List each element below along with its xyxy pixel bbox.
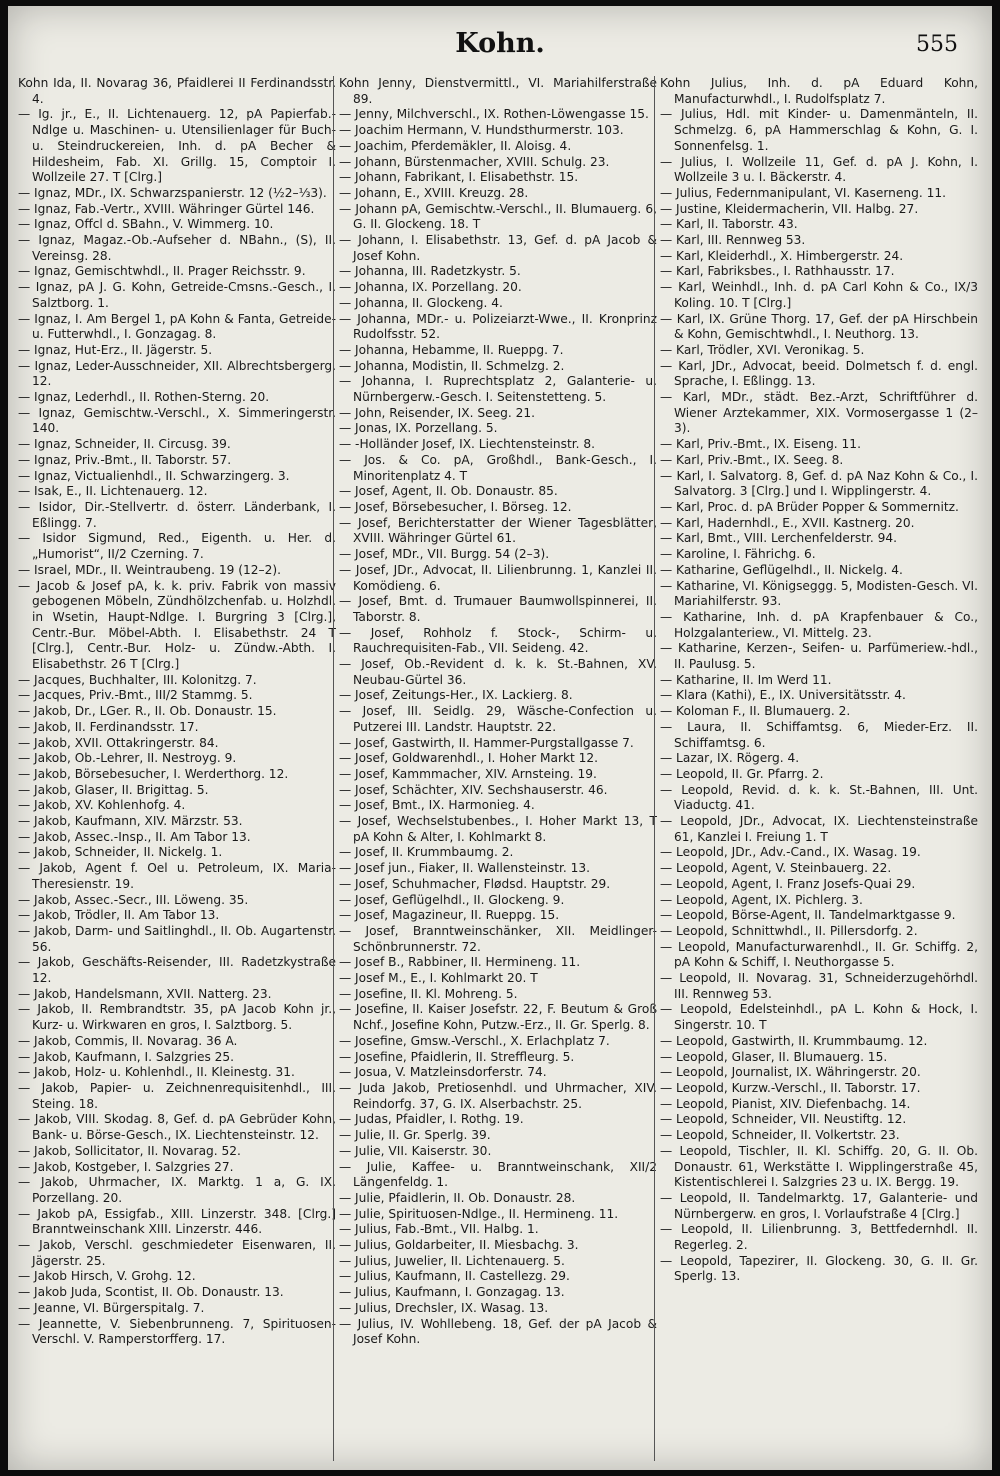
directory-entry: — Lazar, IX. Rögerg. 4. [660,751,800,766]
directory-entry: — Josef, Goldwarenhdl., I. Hoher Markt 12. [339,751,599,766]
directory-entry: — Josef M., E., I. Kohlmarkt 20. T [339,971,538,986]
directory-entry: — Julie, VII. Kaiserstr. 30. [339,1143,492,1158]
directory-entry: — Josua, V. Matzleinsdorferstr. 74. [339,1065,547,1080]
directory-entry: — Jakob, Börsebesucher, I. Werderthorg. 12. [18,766,289,781]
directory-entry: — Karl, Priv.-Bmt., IX. Seeg. 8. [660,452,844,467]
directory-entry: — Johanna, IX. Porzellang. 20. [339,280,522,295]
directory-entry: — Josef, Wechselstubenbes., I. Hoher Markt 13, T pA Kohn & Alter, I. Kohlmarkt 8. [339,814,657,844]
directory-entry: — Julius, Drechsler, IX. Wasag. 13. [339,1300,549,1315]
directory-entry: — Jakob, Kaufmann, XIV. Märzstr. 53. [18,814,243,829]
directory-entry: — Jakob, Uhrmacher, IX. Marktg. 1 a, G. IX. Porzellang. 20. [18,1175,336,1205]
directory-entry: — Leopold, Manufacturwarenhdl., II. Gr. Schiffg. 2, pA Kohn & Schiff, I. Neuthorgasse 5. [660,939,978,970]
directory-entry: — Laura, II. Schiffamtsg. 6, Mieder-Erz. II. Schiffamtsg. 6. [660,719,978,750]
directory-entry: — Jenny, Milchverschl., IX. Rothen-Löwengasse 15. [339,107,649,122]
directory-entry: — Josef, Magazineur, II. Rueppg. 15. [339,908,560,923]
directory-entry: — Jakob, Commis, II. Novarag. 36 A. [18,1033,238,1048]
directory-entry: — Leopold, JDr., Adv.-Cand., IX. Wasag. 19. [660,845,921,860]
directory-entry: — Johanna, II. Glockeng. 4. [339,295,503,310]
directory-entry: — Josef, Berichterstatter der Wiener Tagesblätter, XVIII. Währinger Gürtel 61. [339,515,657,546]
directory-entry: — Ignaz, Priv.-Bmt., II. Taborstr. 57. [18,452,232,467]
directory-entry: — Josef B., Rabbiner, II. Hermineng. 11. [339,955,581,970]
directory-entry: — Julius, Goldarbeiter, II. Miesbachg. 3. [339,1238,579,1253]
directory-entry: — Johann, Fabrikant, I. Elisabethstr. 15. [339,170,579,185]
directory-entry: — Leopold, II. Lilienbrunng. 3, Bettfedernhdl. II. Regerleg. 2. [660,1222,978,1253]
directory-entry: — Julie, II. Gr. Sperlg. 39. [339,1128,491,1143]
directory-entry: — Josefine, Gmsw.-Verschl., X. Erlachplatz 7. [339,1033,610,1048]
directory-entry: — Julius, Kaufmann, I. Gonzagag. 13. [339,1285,565,1300]
directory-entry: — Jakob pA, Essigfab., XIII. Linzerstr. 348. [Clrg.] Branntweinschank XIII. Linzerstr. 446. [18,1206,336,1237]
directory-entry: — Josef, III. Seidlg. 29, Wäsche-Confection u. Putzerei III. Landstr. Hauptstr. 22. [339,704,657,734]
directory-entry: — Karl, MDr., städt. Bez.-Arzt, Schriftführer d. Wiener Arztekammer, XIX. Vormosergasse 1 (2–3). [660,390,978,436]
directory-entry: Kohn Jenny, Dienstvermittl., VI. Mariahilferstraße 89. [339,76,657,106]
directory-entry: — Israel, MDr., II. Weintraubeng. 19 (12–2). [18,562,281,577]
directory-entry: — Katharine, Geflügelhdl., II. Nickelg. 4. [660,562,903,577]
directory-entry: — Leopold, Gastwirth, II. Krummbaumg. 12. [660,1033,928,1048]
directory-entry: — Joachim Hermann, V. Hundsthurmerstr. 103. [339,123,624,138]
directory-entry: — Ignaz, Lederhdl., II. Rothen-Sterng. 20. [18,390,270,405]
directory-entry: — Jakob, Kostgeber, I. Salzgries 27. [18,1159,234,1174]
directory-entry: — Johann pA, Gemischtw.-Verschl., II. Blumauerg. 6, G. II. Glockeng. 18. T [339,201,657,232]
directory-entry: — Jeannette, V. Siebenbrunneng. 7, Spirituosen-Verschl. V. Ramperstorfferg. 17. [18,1316,336,1347]
directory-entry: — Karl, II. Taborstr. 43. [660,217,798,232]
directory-entry: — Leopold, Tapezirer, II. Glockeng. 30, G. II. Gr. Sperlg. 13. [660,1253,978,1284]
directory-entry: — Karl, IX. Grüne Thorg. 17, Gef. der pA Hirschbein & Kohn, Gemischtwhdl., I. Neuthorg. 13. [660,311,978,342]
directory-entry: — Josefine, II. Kl. Mohreng. 5. [339,986,518,1001]
directory-entry: — Jakob, Darm- und Saitlinghdl., II. Ob. Augartenstr. 56. [18,923,336,954]
directory-entry: — Jakob, Glaser, II. Brigittag. 5. [18,782,209,797]
directory-entry: — Ignaz, Schneider, II. Circusg. 39. [18,437,231,452]
directory-entry: — Joachim, Pferdemäkler, II. Aloisg. 4. [339,138,572,153]
directory-entry: — Josef, Schuhmacher, Flødsd. Hauptstr. 29. [339,876,611,891]
directory-entry: — Jakob Juda, Scontist, II. Ob. Donaustr. 13. [18,1285,284,1300]
directory-entry: — Leopold, II. Gr. Pfarrg. 2. [660,766,824,781]
directory-entry: — Katharine, II. Im Werd 11. [660,672,832,687]
directory-entry: — Josef, Zeitungs-Her., IX. Lackierg. 8. [339,688,573,703]
directory-entry: — Karl, Fabriksbes., I. Rathhausstr. 17. [660,264,895,279]
directory-page [8,6,992,1470]
directory-entry: — Jeanne, VI. Bürgerspitalg. 7. [18,1300,205,1315]
directory-entry: — Ignaz, Fab.-Vertr., XVIII. Währinger Gürtel 146. [18,201,315,216]
directory-entry: — Julius, Federnmanipulant, VI. Kaserneng. 11. [660,185,946,200]
directory-entry: — Ignaz, I. Am Bergel 1, pA Kohn & Fanta, Getreide- u. Futterwhdl., I. Gonzagag. 8. [18,311,336,342]
directory-entry: — Katharine, VI. Königseggg. 5, Modisten-Gesch. VI. Mariahilferstr. 93. [660,578,978,609]
directory-entry: — Josef, Schächter, XIV. Sechshauserstr. 46. [339,782,608,797]
directory-entry: — Leopold, Börse-Agent, II. Tandelmarktgasse 9. [660,908,956,923]
directory-entry: — Ignaz, Hut-Erz., II. Jägerstr. 5. [18,342,213,357]
column-divider [333,76,334,1461]
directory-entry: — Josefine, II. Kaiser Josefstr. 22, F. Beutum & Groß Nchf., Josefine Kohn, Putzw.-Erz., II. Gr. Sperlg. 8. [339,1002,657,1033]
directory-entry: — Josef, II. Krummbaumg. 2. [339,845,514,860]
page-header [8,28,992,68]
directory-entry: — Josef, Börsebesucher, I. Börseg. 12. [339,499,572,514]
directory-entry: — Katharine, Kerzen-, Seifen- u. Parfümeriew.-hdl., II. Paulusg. 5. [660,641,978,672]
directory-entry: — Ignaz, Victualienhdl., II. Schwarzingerg. 3. [18,468,290,483]
directory-entry: — Josef, Branntweinschänker, XII. Meidlinger-Schönbrunnerstr. 72. [339,923,657,954]
directory-entry: Kohn Ida, II. Novarag 36, Pfaidlerei II Ferdinandsstr. 4. [18,76,336,106]
directory-entry: — Jacques, Buchhalter, III. Kolonitzg. 7. [18,672,257,687]
directory-entry: — Julius, IV. Wohllebeng. 18, Gef. der pA Jacob & Josef Kohn. [339,1316,657,1347]
directory-entry: — Karoline, I. Fährichg. 6. [660,547,816,562]
directory-entry: — Jakob, Dr., LGer. R., II. Ob. Donaustr. 15. [18,704,277,719]
directory-entry: — Jonas, IX. Porzellang. 5. [339,421,498,436]
directory-entry: — Johann, I. Elisabethstr. 13, Gef. d. pA Jacob & Josef Kohn. [339,233,657,263]
page-title: Kohn. [455,28,545,59]
directory-entry: — Leopold, Schneider, II. Volkertstr. 23. [660,1128,900,1143]
directory-entry: — Karl, I. Salvatorg. 8, Gef. d. pA Naz Kohn & Co., I. Salvatorg. 3 [Clrg.] und I. Wipplingerstr. 4. [660,468,978,499]
directory-entry: — Julius, Fab.-Bmt., VII. Halbg. 1. [339,1222,539,1237]
directory-entry: — Jakob, Ob.-Lehrer, II. Nestroyg. 9. [18,751,237,766]
directory-entry: — Jakob, VIII. Skodag. 8, Gef. d. pA Gebrüder Kohn, Bank- u. Börse-Gesch., IX. Liechtensteinstr. 12. [18,1112,336,1143]
directory-entry: Kohn Julius, Inh. d. pA Eduard Kohn, Manufacturwhdl., I. Rudolfsplatz 7. [660,76,978,106]
directory-entry: — Jakob, Geschäfts-Reisender, III. Radetzkystraße 12. [18,955,336,986]
directory-entry: — Leopold, Agent, I. Franz Josefs-Quai 29. [660,876,916,891]
directory-entry: — Leopold, Journalist, IX. Währingerstr. 20. [660,1065,921,1080]
directory-entry: — Jakob, XVII. Ottakringerstr. 84. [18,735,219,750]
directory-entry: — Justine, Kleidermacherin, VII. Halbg. 27. [660,201,919,216]
directory-entry: — Klara (Kathi), E., IX. Universitätsstr. 4. [660,688,906,703]
directory-entry: — Johanna, Hebamme, II. Rueppg. 7. [339,342,564,357]
directory-entry: — Jos. & Co. pA, Großhdl., Bank-Gesch., I. Minoritenplatz 4. T [339,452,657,483]
directory-entry: — Karl, Bmt., VIII. Lerchenfelderstr. 94. [660,531,897,546]
directory-entry: — Karl, Weinhdl., Inh. d. pA Carl Kohn & Co., IX/3 Koling. 10. T [Clrg.] [660,280,978,310]
directory-entry: — Ignaz, pA J. G. Kohn, Getreide-Cmsns.-Gesch., I. Salztborg. 1. [18,280,336,310]
directory-entry: — Ignaz, MDr., IX. Schwarzspanierstr. 12 (½2–⅓3). [18,185,327,200]
directory-entry: — Ig. jr., E., II. Lichtenauerg. 12, pA Papierfab.-Ndlge u. Maschinen- u. Utensilienlager für Buch- u. Steindruckereien, Inh. d. pA Becher & Hildesheim, Fab. XI. Grillg. 15, Comptoir I. Wollzeile 27. T [Clrg.] [18,107,336,185]
directory-entry: — Johann, Bürstenmacher, XVIII. Schulg. 23. [339,154,610,169]
directory-entry: — John, Reisender, IX. Seeg. 21. [339,405,535,420]
directory-entry: — Julie, Kaffee- u. Branntweinschank, XII/2 Längenfeldg. 1. [339,1159,657,1190]
directory-entry: — Karl, Kleiderhdl., X. Himbergerstr. 24. [660,248,904,263]
directory-entry: — Karl, Priv.-Bmt., IX. Eiseng. 11. [660,437,861,452]
directory-entry: — Jacob & Josef pA, k. k. priv. Fabrik von massiv gebogenen Möbeln, Zündhölzchenfab. u. Holzhdl. in Wsetin, Haupt-Ndlge. I. Burgring 3 [Clrg.], Centr.-Bur. Möbel-Abth. I. Elisabethstr. 24 T [Clrg.], Centr.-Bur. Holz- u. Zündw.-Abth. I. Elisabethstr. 26 T [Clrg.] [18,578,336,672]
column-1 [18,76,336,1348]
directory-entry: — Josef, Kammmacher, XIV. Arnsteing. 19. [339,766,597,781]
directory-entry: — Leopold, JDr., Advocat, IX. Liechtensteinstraße 61, Kanzlei I. Freiung 1. T [660,814,978,844]
directory-entry: — Judas, Pfaidler, I. Rothg. 19. [339,1112,524,1127]
directory-entry: — Karl, III. Rennweg 53. [660,233,806,248]
directory-entry: — Karl, Hadernhdl., E., XVII. Kastnerg. 20. [660,515,915,530]
directory-entry: — Karl, Trödler, XVI. Veronikag. 5. [660,342,865,357]
directory-entry: — Leopold, Schnittwhdl., II. Pillersdorfg. 2. [660,923,918,938]
directory-entry: — Josef, Rohholz f. Stock-, Schirm- u. Rauchrequisiten-Fab., VII. Seideng. 42. [339,625,657,656]
directory-entry: — Ignaz, Offcl d. SBahn., V. Wimmerg. 10. [18,217,274,232]
directory-entry: — Leopold, Tischler, II. Kl. Schiffg. 20, G. II. Ob. Donaustr. 61, Werkstätte I. Wipplingerstraße 45, Kistentischlerei I. Salzgries 23 u. IX. Bergg. 19. [660,1143,978,1190]
directory-entry: — Josef, JDr., Advocat, II. Lilienbrunng. 1, Kanzlei II. Komödieng. 6. [339,562,657,593]
directory-entry: — Johanna, I. Ruprechtsplatz 2, Galanterie- u. Nürnbergerw.-Gesch. I. Seitenstetteng. 5. [339,374,657,405]
directory-entry: — Johann, E., XVIII. Kreuzg. 28. [339,185,529,200]
directory-entry: — Julius, I. Wollzeile 11, Gef. d. pA J. Kohn, I. Wollzeile 3 u. I. Bäckerstr. 4. [660,154,978,185]
directory-entry: — Leopold, Glaser, II. Blumauerg. 15. [660,1049,888,1064]
directory-entry: — Jakob Hirsch, V. Grohg. 12. [18,1269,196,1284]
directory-entry: — Josef, Bmt., IX. Harmonieg. 4. [339,798,535,813]
directory-entry: — Karl, JDr., Advocat, beeid. Dolmetsch f. d. engl. Sprache, I. Eßlingg. 13. [660,358,978,389]
directory-entry: — Ignaz, Gemischtw.-Verschl., X. Simmeringerstr. 140. [18,405,336,436]
directory-entry: — Jakob, XV. Kohlenhofg. 4. [18,798,186,813]
directory-entry: — Jakob, Kaufmann, I. Salzgries 25. [18,1049,235,1064]
directory-entry: — Isak, E., II. Lichtenauerg. 12. [18,484,208,499]
directory-entry: — Leopold, Agent, IX. Pichlerg. 3. [660,892,863,907]
directory-entry: — Leopold, Agent, V. Steinbauerg. 22. [660,861,892,876]
directory-entry: — Leopold, II. Tandelmarktg. 17, Galanterie- und Nürnbergerw. en gros, I. Vorlaufstraße 4 [Clrg.] [660,1190,978,1221]
directory-entry: — Jakob, Assec.-Insp., II. Am Tabor 13. [18,829,251,844]
directory-entry: — Leopold, Kurzw.-Verschl., II. Taborstr. 17. [660,1081,921,1095]
directory-entry: — Jakob, II. Ferdinandsstr. 17. [18,719,199,734]
directory-entry: — Jakob, Assec.-Secr., III. Löweng. 35. [18,892,249,907]
directory-entry: — Isidor Sigmund, Red., Eigenth. u. Her. d. „Humorist“, II/2 Czerning. 7. [18,531,336,562]
directory-entry: — Johanna, MDr.- u. Polizeiarzt-Wwe., II. Kronprinz Rudolfsstr. 52. [339,311,657,342]
directory-entry: — Jacques, Priv.-Bmt., III/2 Stammg. 5. [18,688,253,703]
column-3 [660,76,978,1285]
directory-entry: — Leopold, Schneider, VII. Neustiftg. 12. [660,1112,907,1127]
directory-entry: — Ignaz, Magaz.-Ob.-Aufseher d. NBahn., (S), II. Vereinsg. 28. [18,233,336,263]
directory-entry: — Josef, Bmt. d. Trumauer Baumwollspinnerei, II. Taborstr. 8. [339,594,657,624]
page-number: 555 [916,32,958,57]
directory-entry: — Jakob, Schneider, II. Nickelg. 1. [18,845,223,860]
directory-entry: — Ignaz, Gemischtwhdl., II. Prager Reichsstr. 9. [18,264,306,279]
directory-entry: — Juda Jakob, Pretiosenhdl. und Uhrmacher, XIV. Reindorfg. 37, G. IX. Alserbachstr. 25. [339,1081,657,1111]
directory-entry: — Leopold, II. Novarag. 31, Schneiderzugehörhdl. III. Rennweg 53. [660,971,978,1001]
directory-entry: — Jakob, II. Rembrandtstr. 35, pA Jacob Kohn jr., Kurz- u. Wirkwaren en gros, I. Salztborg. 5. [18,1002,336,1033]
directory-entry: — -Holländer Josef, IX. Liechtensteinstr. 8. [339,437,596,452]
directory-entry: — Jakob, Agent f. Oel u. Petroleum, IX. Maria-Theresienstr. 19. [18,861,336,891]
directory-entry: — Julius, Juwelier, II. Lichtenauerg. 5. [339,1253,565,1268]
directory-entry: — Josef jun., Fiaker, II. Wallensteinstr. 13. [339,861,590,876]
directory-entry: — Johanna, III. Radetzkystr. 5. [339,264,521,279]
directory-entry: — Leopold, Edelsteinhdl., pA L. Kohn & Hock, I. Singerstr. 10. T [660,1002,978,1033]
column-divider [654,76,655,1461]
directory-entry: — Katharine, Inh. d. pA Krapfenbauer & Co., Holzgalanteriew., VI. Mittelg. 23. [660,609,978,640]
directory-entry: — Jakob, Holz- u. Kohlenhdl., II. Kleinestg. 31. [18,1065,295,1080]
directory-entry: — Jakob, Handelsmann, XVII. Natterg. 23. [18,986,272,1001]
directory-entry: — Julius, Hdl. mit Kinder- u. Damenmänteln, II. Schmelzg. 6, pA Hammerschlag & Kohn, G. I. Sonnenfelsg. 1. [660,107,978,153]
directory-entry: — Johanna, Modistin, II. Schmelzg. 2. [339,358,565,373]
directory-entry: — Julie, Pfaidlerin, II. Ob. Donaustr. 28. [339,1190,576,1205]
directory-entry: — Josef, Geflügelhdl., II. Glockeng. 9. [339,892,565,907]
directory-entry: — Jakob, Sollicitator, II. Novarag. 52. [18,1143,241,1158]
directory-entry: — Ignaz, Leder-Ausschneider, XII. Albrechtsbergerg. 12. [18,358,336,389]
directory-entry: — Julie, Spirituosen-Ndlge., II. Hermineng. 11. [339,1206,619,1221]
directory-entry: — Josef, Agent, II. Ob. Donaustr. 85. [339,484,558,499]
directory-entry: — Karl, Proc. d. pA Brüder Popper & Sommernitz. [660,499,959,514]
directory-entry: — Jakob, Trödler, II. Am Tabor 13. [18,908,220,923]
directory-entry: — Julius, Kaufmann, II. Castellezg. 29. [339,1269,570,1284]
directory-entry: — Isidor, Dir.-Stellvertr. d. österr. Länderbank, I. Eßlingg. 7. [18,499,336,530]
directory-entry: — Jakob, Papier- u. Zeichnenrequisitenhdl., III. Steing. 18. [18,1081,336,1111]
directory-entry: — Josef, Gastwirth, II. Hammer-Purgstallgasse 7. [339,735,634,750]
directory-entry: — Josefine, Pfaidlerin, II. Streffleurg. 5. [339,1049,575,1064]
directory-entry: — Leopold, Pianist, XIV. Diefenbachg. 14. [660,1096,911,1111]
directory-entry: — Koloman F., II. Blumauerg. 2. [660,704,851,719]
directory-entry: — Jakob, Verschl. geschmiedeter Eisenwaren, II. Jägerstr. 25. [18,1238,336,1268]
directory-entry: — Josef, MDr., VII. Burgg. 54 (2–3). [339,547,550,562]
column-2 [339,76,657,1348]
directory-entry: — Leopold, Revid. d. k. k. St.-Bahnen, III. Unt. Viaductg. 41. [660,782,978,813]
directory-entry: — Josef, Ob.-Revident d. k. k. St.-Bahnen, XV. Neubau-Gürtel 36. [339,657,657,687]
